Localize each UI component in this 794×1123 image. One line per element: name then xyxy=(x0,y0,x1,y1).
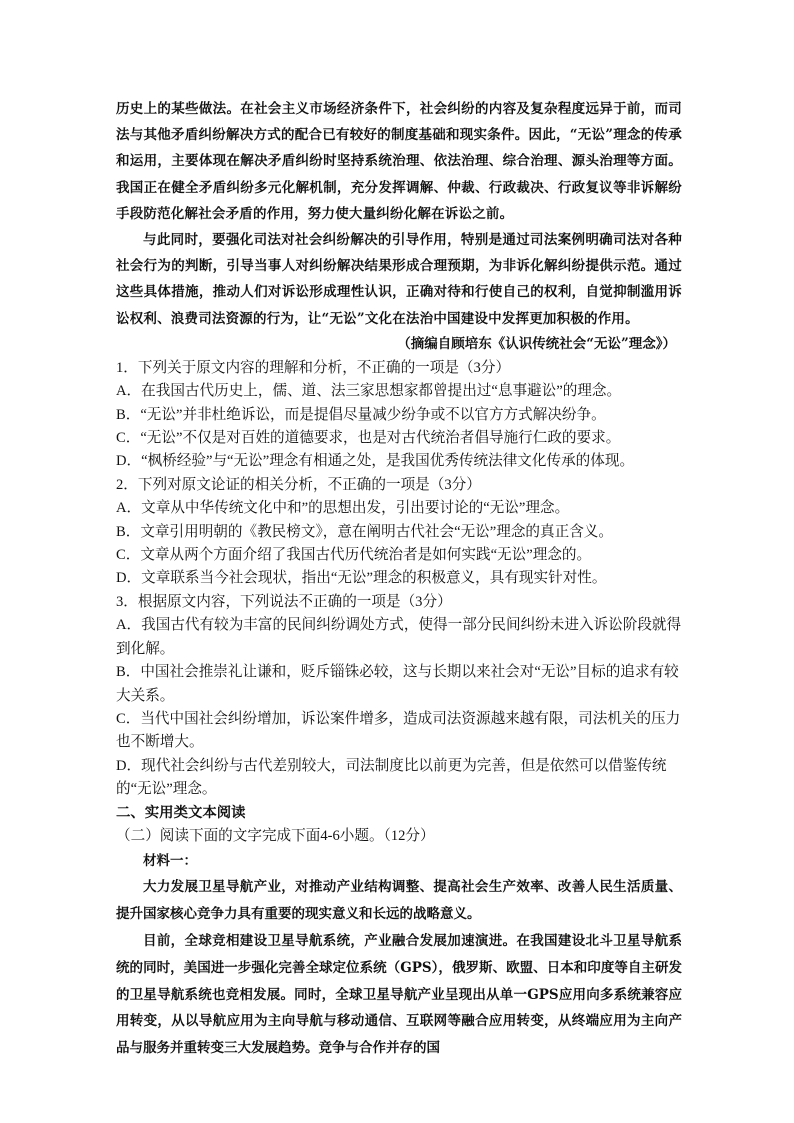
option-b: B．文章引用明朝的《教民榜文》，意在阐明古代社会“无讼”理念的真正含义。 xyxy=(116,523,613,540)
option-b: B．中国社会推崇礼让谦和，贬斥锱铢必较，这与长期以来社会对“无讼”目标的追求有较大关系。 xyxy=(116,664,679,704)
option-d: D．现代社会纠纷与古代差别较大，司法制度比以前更为完善，但是依然可以借鉴传统的“无讼”理念。 xyxy=(116,757,667,798)
passage-paragraph-2: 与此同时，要强化司法对社会纠纷解决的引导作用，特别是通过司法案例明确司法对各种社会行为的判断，引导当事人对纠纷解决结果形成合理预期，为非诉化解纠纷提供示范。通过这些具体措施，推动人们对诉讼形成理性认识，正确对待和行使自己的权利，自觉抑制滥用诉讼权利、浪费司法资源的行为，让“无讼”文化在法治中国建设中发挥更加积极的作用。 xyxy=(116,232,682,327)
option-a: A．文章从中华传统文化中和”的思想出发，引出要讨论的“无讼”理念。 xyxy=(116,500,570,517)
option-c: C．当代中国社会纠纷增加，诉讼案件增多，造成司法资源越来越有限，司法机关的压力也不断增大。 xyxy=(116,710,681,751)
document-page xyxy=(116,96,682,1062)
option-b: B．“无讼”并非杜绝诉讼，而是提倡尽量减少纷争或不以官方方式解决纷争。 xyxy=(116,406,606,423)
question-stem: 3．根据原文内容，下列说法不正确的一项是（3分） xyxy=(116,593,452,610)
option-d: D．文章联系当今社会现状，指出“无讼”理念的积极意义，具有现实针对性。 xyxy=(116,570,607,587)
section-heading: 二、实用类文本阅读 xyxy=(116,804,246,821)
question-3 xyxy=(116,591,682,802)
option-a: A．在我国古代历史上，儒、道、法三家思想家都曾提出过“息事避讼”的理念。 xyxy=(116,383,622,400)
passage-source: （摘编自顾培东《认识传统社会“无讼”理念》） xyxy=(397,335,676,352)
option-c: C．文章从两个方面介绍了我国古代历代统治者是如何实践“无讼”理念的。 xyxy=(116,547,592,564)
question-1 xyxy=(116,357,682,474)
material-paragraph-1: 大力发展卫星导航产业，对推动产业结构调整、提高社会生产效率、改善人民生活质量、提升国家核心竞争力具有重要的现实意义和长远的战略意义。 xyxy=(116,879,682,923)
option-a: A．我国古代有较为丰富的民间纠纷调处方式，使得一部分民间纠纷未进入诉讼阶段就得到化解。 xyxy=(116,617,682,657)
section-subheading: （二）阅读下面的文字完成下面4-6小题。（12分） xyxy=(116,827,435,844)
question-stem: 1．下列关于原文内容的理解和分析，不正确的一项是（3分） xyxy=(116,359,511,376)
material-label: 材料一： xyxy=(143,853,197,870)
material-paragraph-2: 目前，全球竞相建设卫星导航系统，产业融合发展加速演进。在我国建设北斗卫星导航系统的同时，美国进一步强化完善全球定位系统（GPS），俄罗斯、欧盟、日本和印度等自主研发的卫星导航系统也竞相发展。同时，全球卫星导航产业呈现出从单一GPS应用向多系统兼容应用转变，从以导航应用为主向导航与移动通信、互联网等融合应用转变，从终端应用为主向产品与服务并重转变三大发展趋势。竞争与合作并存的国 xyxy=(116,932,682,1057)
question-stem: 2．下列对原文论证的相关分析，不正确的一项是（3分） xyxy=(116,476,481,493)
option-c: C．“无讼”不仅是对百姓的道德要求，也是对古代统治者倡导施行仁政的要求。 xyxy=(116,430,621,447)
option-d: D．“枫桥经验”与“无讼”理念有相通之处，是我国优秀传统法律文化传承的体现。 xyxy=(116,453,635,470)
question-2 xyxy=(116,474,682,591)
passage-paragraph-1: 历史上的某些做法。在社会主义市场经济条件下，社会纠纷的内容及复杂程度远异于前，而司法与其他矛盾纠纷解决方式的配合已有较好的制度基础和现实条件。因此，“无讼”理念的传承和运用，主要体现在解决矛盾纠纷时坚持系统治理、依法治理、综合治理、源头治理等方面。我国正在健全矛盾纠纷多元化解机制，充分发挥调解、仲裁、行政裁决、行政复议等非诉解纷手段防范化解社会矛盾的作用，努力使大量纠纷化解在诉讼之前。 xyxy=(116,101,682,222)
